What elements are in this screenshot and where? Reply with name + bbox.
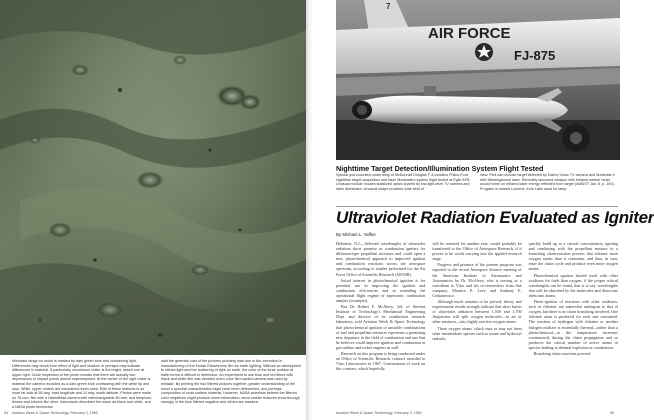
paragraph: Initial interest in photochemical ignition is for potential use in improving the ignition and combustion efficiencies and in extending the operational flight regime of supersonic combustion ramjets (scramjets). (336, 277, 426, 304)
fuselage-marking: AIR FORCE (428, 25, 511, 42)
aircraft-pod-photo (336, 0, 620, 160)
paragraph: These oxygen atoms, which may or may not form other intermediate species such as ozone and hydroxyl radicals, (432, 325, 522, 341)
paragraph: Hoboken, N.J.—Selected wavelengths of ultraviolet radiation show promise as combustion igniters for diffusion-type propellant mixtures and could open a new, photochemical approach to improved ignition and combustion reactions across the aerospace spectrum, according to studies performed for the Air Force Office of Scientific Research (AFOSR). (336, 241, 426, 277)
aircraft-serial: FJ-875 (514, 48, 556, 63)
article-headline: Ultraviolet Radiation Evaluated as Igniter (336, 208, 654, 227)
page-number: 54 (4, 411, 8, 415)
article-column-3 (529, 241, 618, 407)
article-column-2 (432, 241, 521, 407)
caption-column: Special pod mounted under wing of McDonnell Douglas F-4 contains Philco-Ford nighttime target acquisition and laser illumination system flight tested at Eglin AFB. Unusual module houses stabilized optics shared by low-light-level TV camera and laser illuminator. Unusual shape provides wide field of (336, 173, 471, 191)
paragraph: Branching chain reactions proceed (533, 350, 591, 356)
lunar-photo-caption (12, 359, 302, 409)
paragraph: But Dr. Robert F. McAlevy, 3rd, of Stevens Institute of Technology's Mechanical Engineering Dept. and director of its combustion research laboratory, told Aviation Week & Space Technology that photochemical ignition of unstable combinations of fuel and propellant mixtures represents a promising new departure in the field of combustion and one that he believes could improve ignition and combustion in gas turbine and rocket engines as well. (336, 304, 426, 350)
lunar-surface-photo (0, 0, 306, 355)
paragraph: Photochemical ignition should work with other oxidizers for fuels than oxygen, if the proper critical wavelengths can be found, that is to say, wavelengths that will be absorbed by the molecules and dissociate them into atoms. (528, 272, 618, 298)
divider (336, 206, 618, 207)
article-body (336, 241, 618, 407)
page-footer: Aviation Week & Space Technology, February 3, 1969 (336, 411, 422, 415)
page-footer: Aviation Week & Space Technology, February 3, 1969 (12, 411, 98, 415)
page-gutter (306, 0, 314, 420)
caption-column: Mountain range on moon is marked by dark green tone and contrasting light. Differences may result from effect of light and shadow or perhaps may indicate differences in material. A particularly uncommon crater is the bright, raised one at upper right. Close inspection of the photo reveals that there are actually two depressions or impact points almost superimposed. At the center of the right crater is material the camera recorded as a dark green blob contrasting with the white tip and rays. While, upper craters are considered fresh ones. Elite of these features is on lunar far side at 55 deg. east longitude and 10 deg. south latitude. Photos were made on 70-mm. film with a Hasselblad camera with interchangeable 80-mm. and telephoto lenses and electric film drive. Astronauts described the moon as black and white, and a NASA photo technician (12, 359, 152, 409)
right-page (314, 0, 654, 420)
caption-column: view. Pilot can choose target detected by Dalmo Victor TV camera and illuminate it with Westinghouse laser. Remotely launched weapon with infrared seeker head would home on infrared laser energy reflected from target (AW&ST Jan. 6, p. 100). Program is named Lucerne, from Latin word for lamp. (480, 173, 615, 191)
paragraph: quickly build up to a critical concentration, igniting and combining with the propellant mixture in a branching chain-reaction process that releases more oxygen atoms than it consumes, and thus, in turn, enter the chain cycle and produce even more oxygen atoms. (528, 241, 618, 272)
caption-column: said the greenish cast of the pictures probably was due to the correction in manufacturing of the Kodak Ektachrome film for earth lighting. Without an atmosphere to refract light and the scattering of light on earth, the color of the lunar surface at earth terms is difficult to determine. An experiment to use blue and red filters with black and white film was derailed when color film loaded camera was used by mistake. By printing the two filtered pictures together, greater understanding of the moon's spectral characteristics might have been determined, and perhaps composition of lunar surface material. However, NASA scientists believe the filtered color negatives might produce some information, since certain features show through strongly in the blue filtered negative and others are masked. (161, 359, 302, 405)
aircraft-photo-caption (336, 173, 618, 191)
photo-title: Nighttime Target Detection/Illumination System Flight Tested (336, 164, 544, 173)
paragraph: Research on this program is being conducted under an Office of Scientific Research contract awarded to Vitro Laboratories in 1967. Continuation of work on this contract, which hopefully (336, 350, 426, 372)
paragraph: Although much remains to be proved, theory and experimental results strongly indicate that short bursts of ultraviolet radiation between 1,550 and 1,700 Angstroms will split oxygen molecules—in air or other mixtures—into highly reactive oxygen atoms. (432, 299, 522, 325)
paragraph: Photo-ignition of reactions with other oxidizers, such as chlorine, are somewhat analogous to that of oxygen, but there is no chain branching involved. One chlorine atom is produced for each one consumed. The reaction of hydrogen with chlorine or another halogen oxidizer is essentially thermal—rather than a photochemical—at the temperature increases continuously during the chain propagation and so produces the critical number of active atoms or species leading to thermal explosion or combustion. (528, 299, 618, 350)
page-number: 55 (610, 411, 614, 415)
tail-fin-digits: 7 (386, 2, 391, 11)
article-column-1 (336, 241, 425, 407)
article-byline: By Michael L. Yaffee (336, 232, 376, 237)
paragraph: Progress and promise of the present program was reported to the recent Aerospace Science meeting of the American Institute of Aeronautics and Astronautics by Dr. McAlevy, who is serving as a consultant to Vitro and his co-researchers from that company, Maurice E. Levy and Anthony E. Cerkanowicz. (432, 262, 522, 298)
paragraph: will be renewed for another year, would probably be transferred to the Office of Aerospace Research, if it proves to be worth carrying into the applied research stage. (432, 241, 522, 262)
left-page (0, 0, 306, 420)
